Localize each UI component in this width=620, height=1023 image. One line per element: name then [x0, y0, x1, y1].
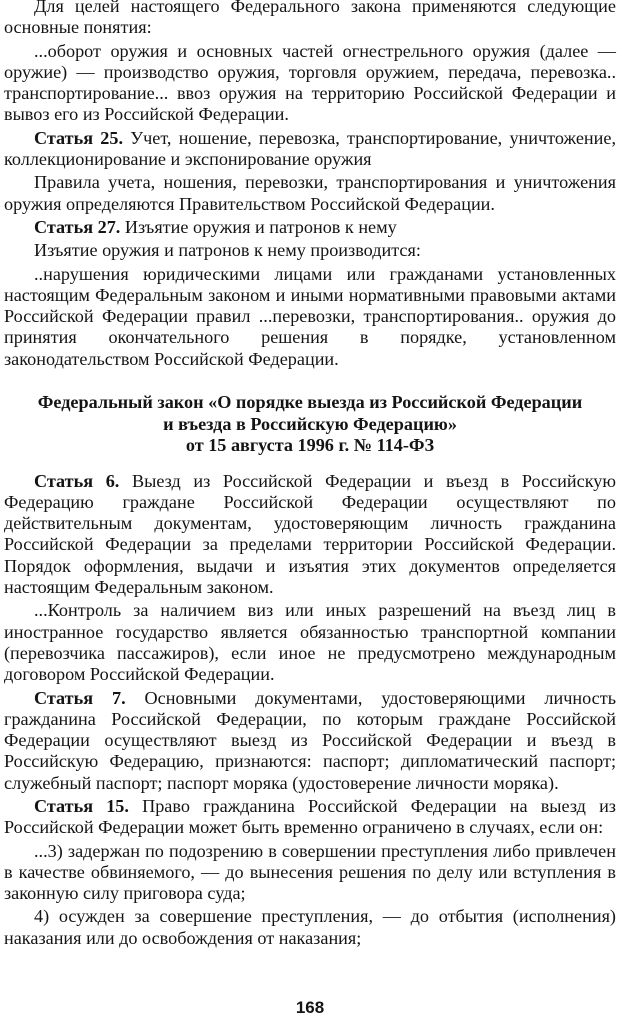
- law-title-line-2: и въезда в Российскую Федерацию»: [163, 413, 457, 434]
- paragraph-article-25: Статья 25. Учет, ношение, перевозка, транспортирование, уничтожение, коллекционирование и экспонирование оружия: [4, 127, 616, 170]
- article-heading: Статья 27.: [34, 216, 121, 237]
- paragraph-seizure-intro: Изъятие оружия и патронов к нему производится:: [34, 240, 421, 261]
- paragraph-article-27: Статья 27. Изъятие оружия и патронов к нему: [34, 216, 397, 237]
- paragraph-article-15: Статья 15. Право гражданина Российской Федерации на выезд из Российской Федерации может быть временно ограничено в случаях, если он:: [4, 796, 616, 838]
- paragraph-article-7: Статья 7. Основными документами, удостоверяющими личность гражданина Российской Федерации, по которым граждане Российской Федерации осуществляют выезд из Российской Федерации и въезд в Российскую Федерацию, признаются: паспорт; дипломатический паспорт; служебный паспорт; паспорт моряка (удостоверение личности моряка).: [4, 687, 616, 793]
- paragraph-seizure-grounds: ..нарушения юридическими лицами или гражданами установленных настоящим Федеральным законом и иными нормативными правовыми актами Российской Федерации правил ...перевозки, транспортирования.. оружия до принятия окончательного решения в порядке, установленном законодательством Российской Федерации.: [4, 263, 616, 369]
- paragraph-article-6: Статья 6. Выезд из Российской Федерации и въезд в Российскую Федерацию граждане Российской Федерации осуществляют по действительным документам, удостоверяющим личность гражданина Российской Федерации за пределами территории Российской Федерации. Порядок оформления, выдачи и изъятия этих документов определяется настоящим Федеральным законом.: [4, 470, 616, 598]
- law-title-line-1: Федеральный закон «О порядке выезда из Российской Федерации: [37, 392, 583, 413]
- article-heading: Статья 7.: [34, 687, 126, 708]
- paragraph-conviction: 4) осужден за совершение преступления, — до отбытия (исполнения) наказания или до освобождения от наказания;: [4, 906, 616, 948]
- paragraph-detention: ...3) задержан по подозрению в совершении преступления либо привлечен в качестве обвиняемого, — до вынесения решения по делу или вступления в законную силу приговора суда;: [4, 840, 616, 904]
- article-heading: Статья 6.: [34, 470, 120, 491]
- paragraph-weapon-turnover: ...оборот оружия и основных частей огнестрельного оружия (далее — оружие) — производство оружия, торговля оружием, передача, перевозка.. транспортирование... ввоз оружия на территорию Российской Федерации и вывоз его из Российской Федерации.: [4, 40, 616, 125]
- paragraph-visa-control: ...Контроль за наличием виз или иных разрешений на въезд лиц в иностранное государство является обязанностью транспортной компании (перевозчика пассажиров), если иное не предусмотрено международным договором Российской Федерации.: [4, 600, 616, 685]
- article-heading: Статья 25.: [34, 127, 124, 148]
- paragraph-accounting-rules: Правила учета, ношения, перевозки, транспортирования и уничтожения оружия определяются Правительством Российской Федерации.: [4, 172, 616, 214]
- article-heading: Статья 15.: [34, 796, 129, 816]
- law-title: [4, 392, 616, 457]
- law-title-line-3: от 15 августа 1996 г. № 114-ФЗ: [185, 435, 435, 456]
- paragraph-definitions-intro: Для целей настоящего Федерального закона применяются следующие основные понятия:: [4, 0, 616, 38]
- page-number: 168: [295, 998, 325, 1017]
